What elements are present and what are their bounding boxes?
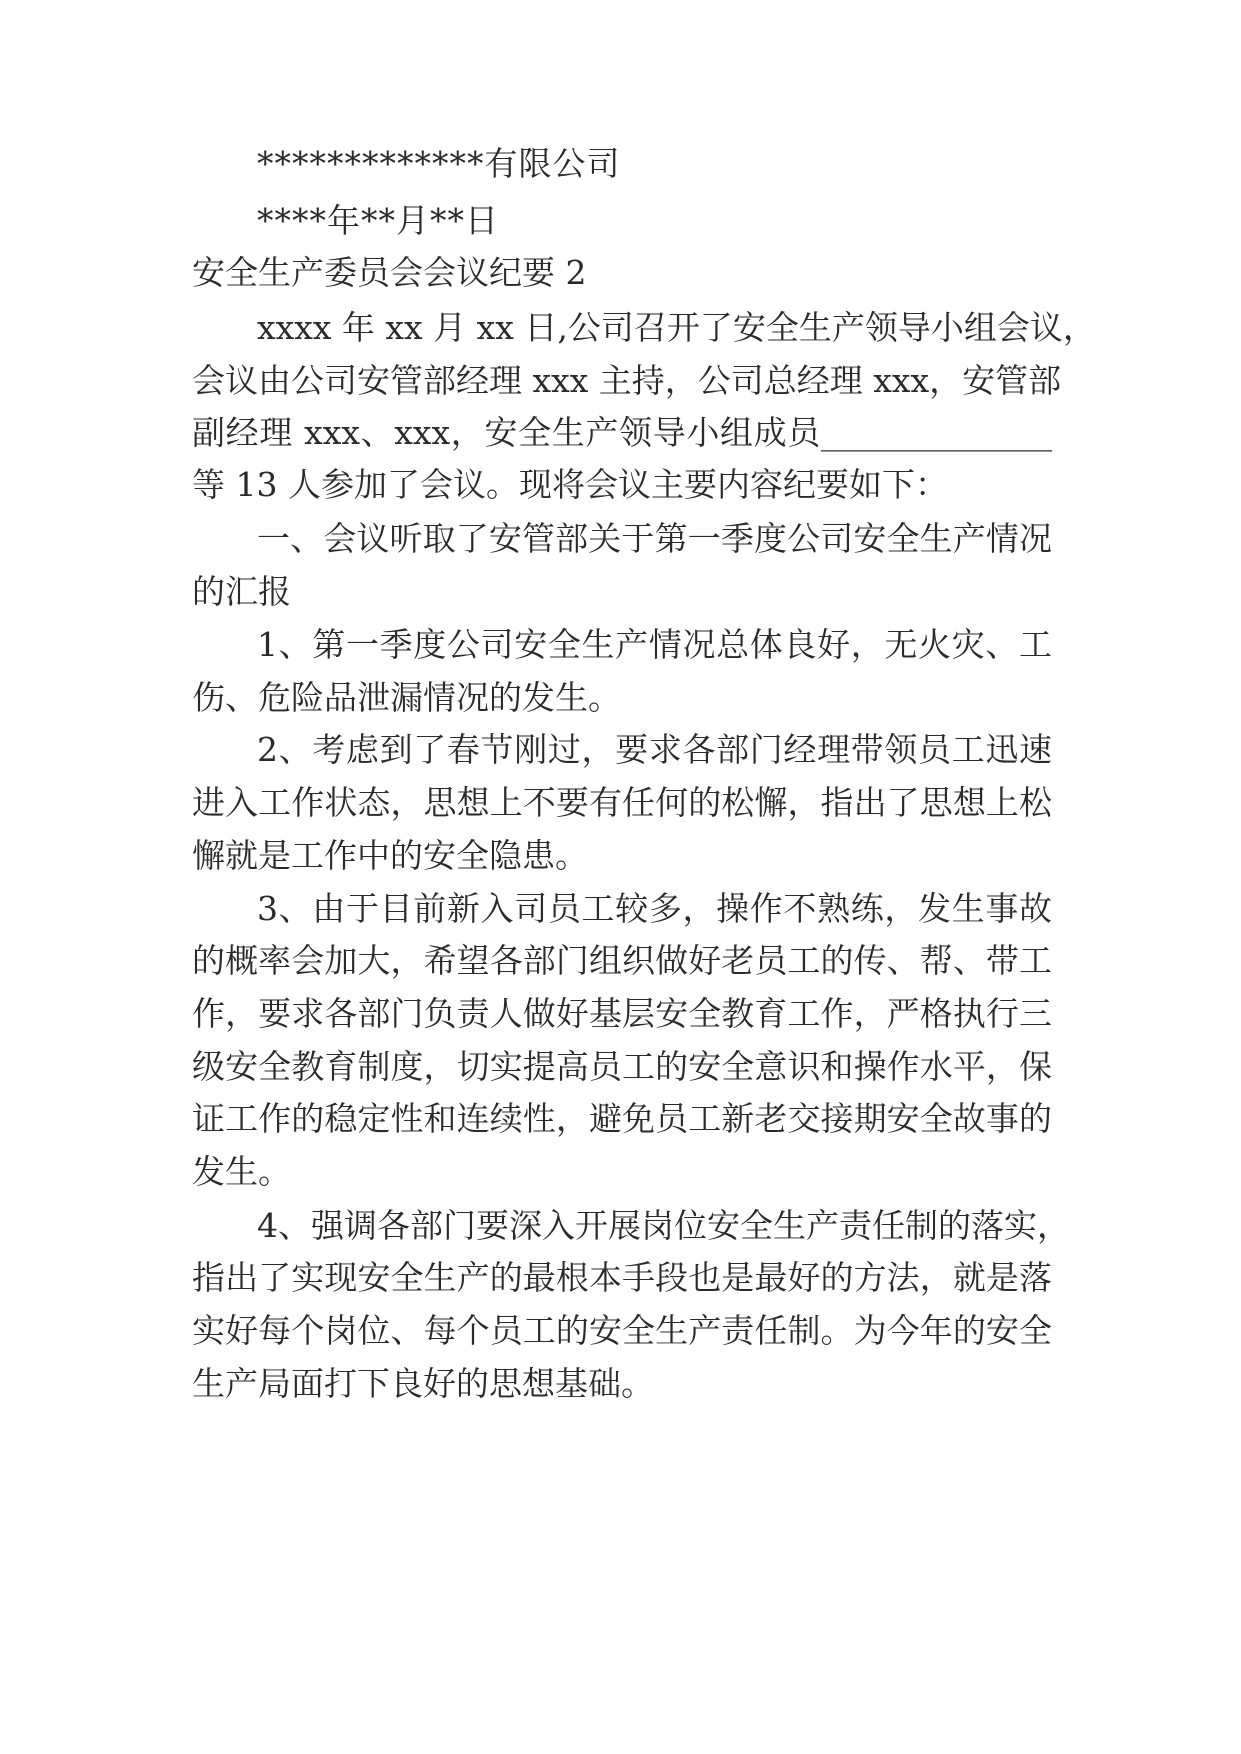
- item-3-line: 的概率会加大，希望各部门组织做好老员工的传、帮、带工: [192, 941, 1052, 980]
- intro-line: xxxx 年 xx 月 xx 日,公司召开了安全生产领导小组会议，: [257, 308, 1096, 347]
- item-1-line: 1、第一季度公司安全生产情况总体良好，无火灾、工: [257, 625, 1052, 664]
- item-3-line: 3、由于目前新入司员工较多，操作不熟练，发生事故: [257, 889, 1052, 928]
- document-title: 安全生产委员会会议纪要 2: [192, 253, 587, 292]
- intro-line: 等 13 人参加了会议。现将会议主要内容纪要如下：: [192, 465, 948, 504]
- item-3-line: 发生。: [192, 1152, 291, 1191]
- section-one-line: 一、会议听取了安管部关于第一季度公司安全生产情况: [257, 519, 1052, 558]
- item-2-line: 进入工作状态，思想上不要有任何的松懈，指出了思想上松: [192, 783, 1052, 822]
- signature-company: *************有限公司: [257, 144, 621, 183]
- item-1-line: 伤、危险品泄漏情况的发生。: [192, 678, 621, 717]
- item-3-line: 作，要求各部门负责人做好基层安全教育工作，严格执行三: [192, 994, 1052, 1033]
- item-3-line: 级安全教育制度，切实提高员工的安全意识和操作水平，保: [192, 1047, 1052, 1086]
- item-2-line: 2、考虑到了春节刚过，要求各部门经理带领员工迅速: [257, 730, 1052, 769]
- item-3-line: 证工作的稳定性和连续性，避免员工新老交接期安全故事的: [192, 1099, 1052, 1138]
- item-4-line: 指出了实现安全生产的最根本手段也是最好的方法，就是落: [192, 1258, 1052, 1297]
- item-4-line: 实好每个岗位、每个员工的安全生产责任制。为今年的安全: [192, 1311, 1052, 1350]
- item-4-line: 生产局面打下良好的思想基础。: [192, 1364, 654, 1403]
- item-4-line: 4、强调各部门要深入开展岗位安全生产责任制的落实，: [257, 1206, 1070, 1245]
- intro-line: 会议由公司安管部经理 xxx 主持，公司总经理 xxx，安管部: [192, 361, 1062, 400]
- section-one-line: 的汇报: [192, 572, 291, 611]
- intro-line: 副经理 xxx、xxx，安全生产领导小组成员______________: [192, 413, 1052, 452]
- item-2-line: 懈就是工作中的安全隐患。: [192, 836, 588, 875]
- signature-date: ****年**月**日: [257, 201, 499, 240]
